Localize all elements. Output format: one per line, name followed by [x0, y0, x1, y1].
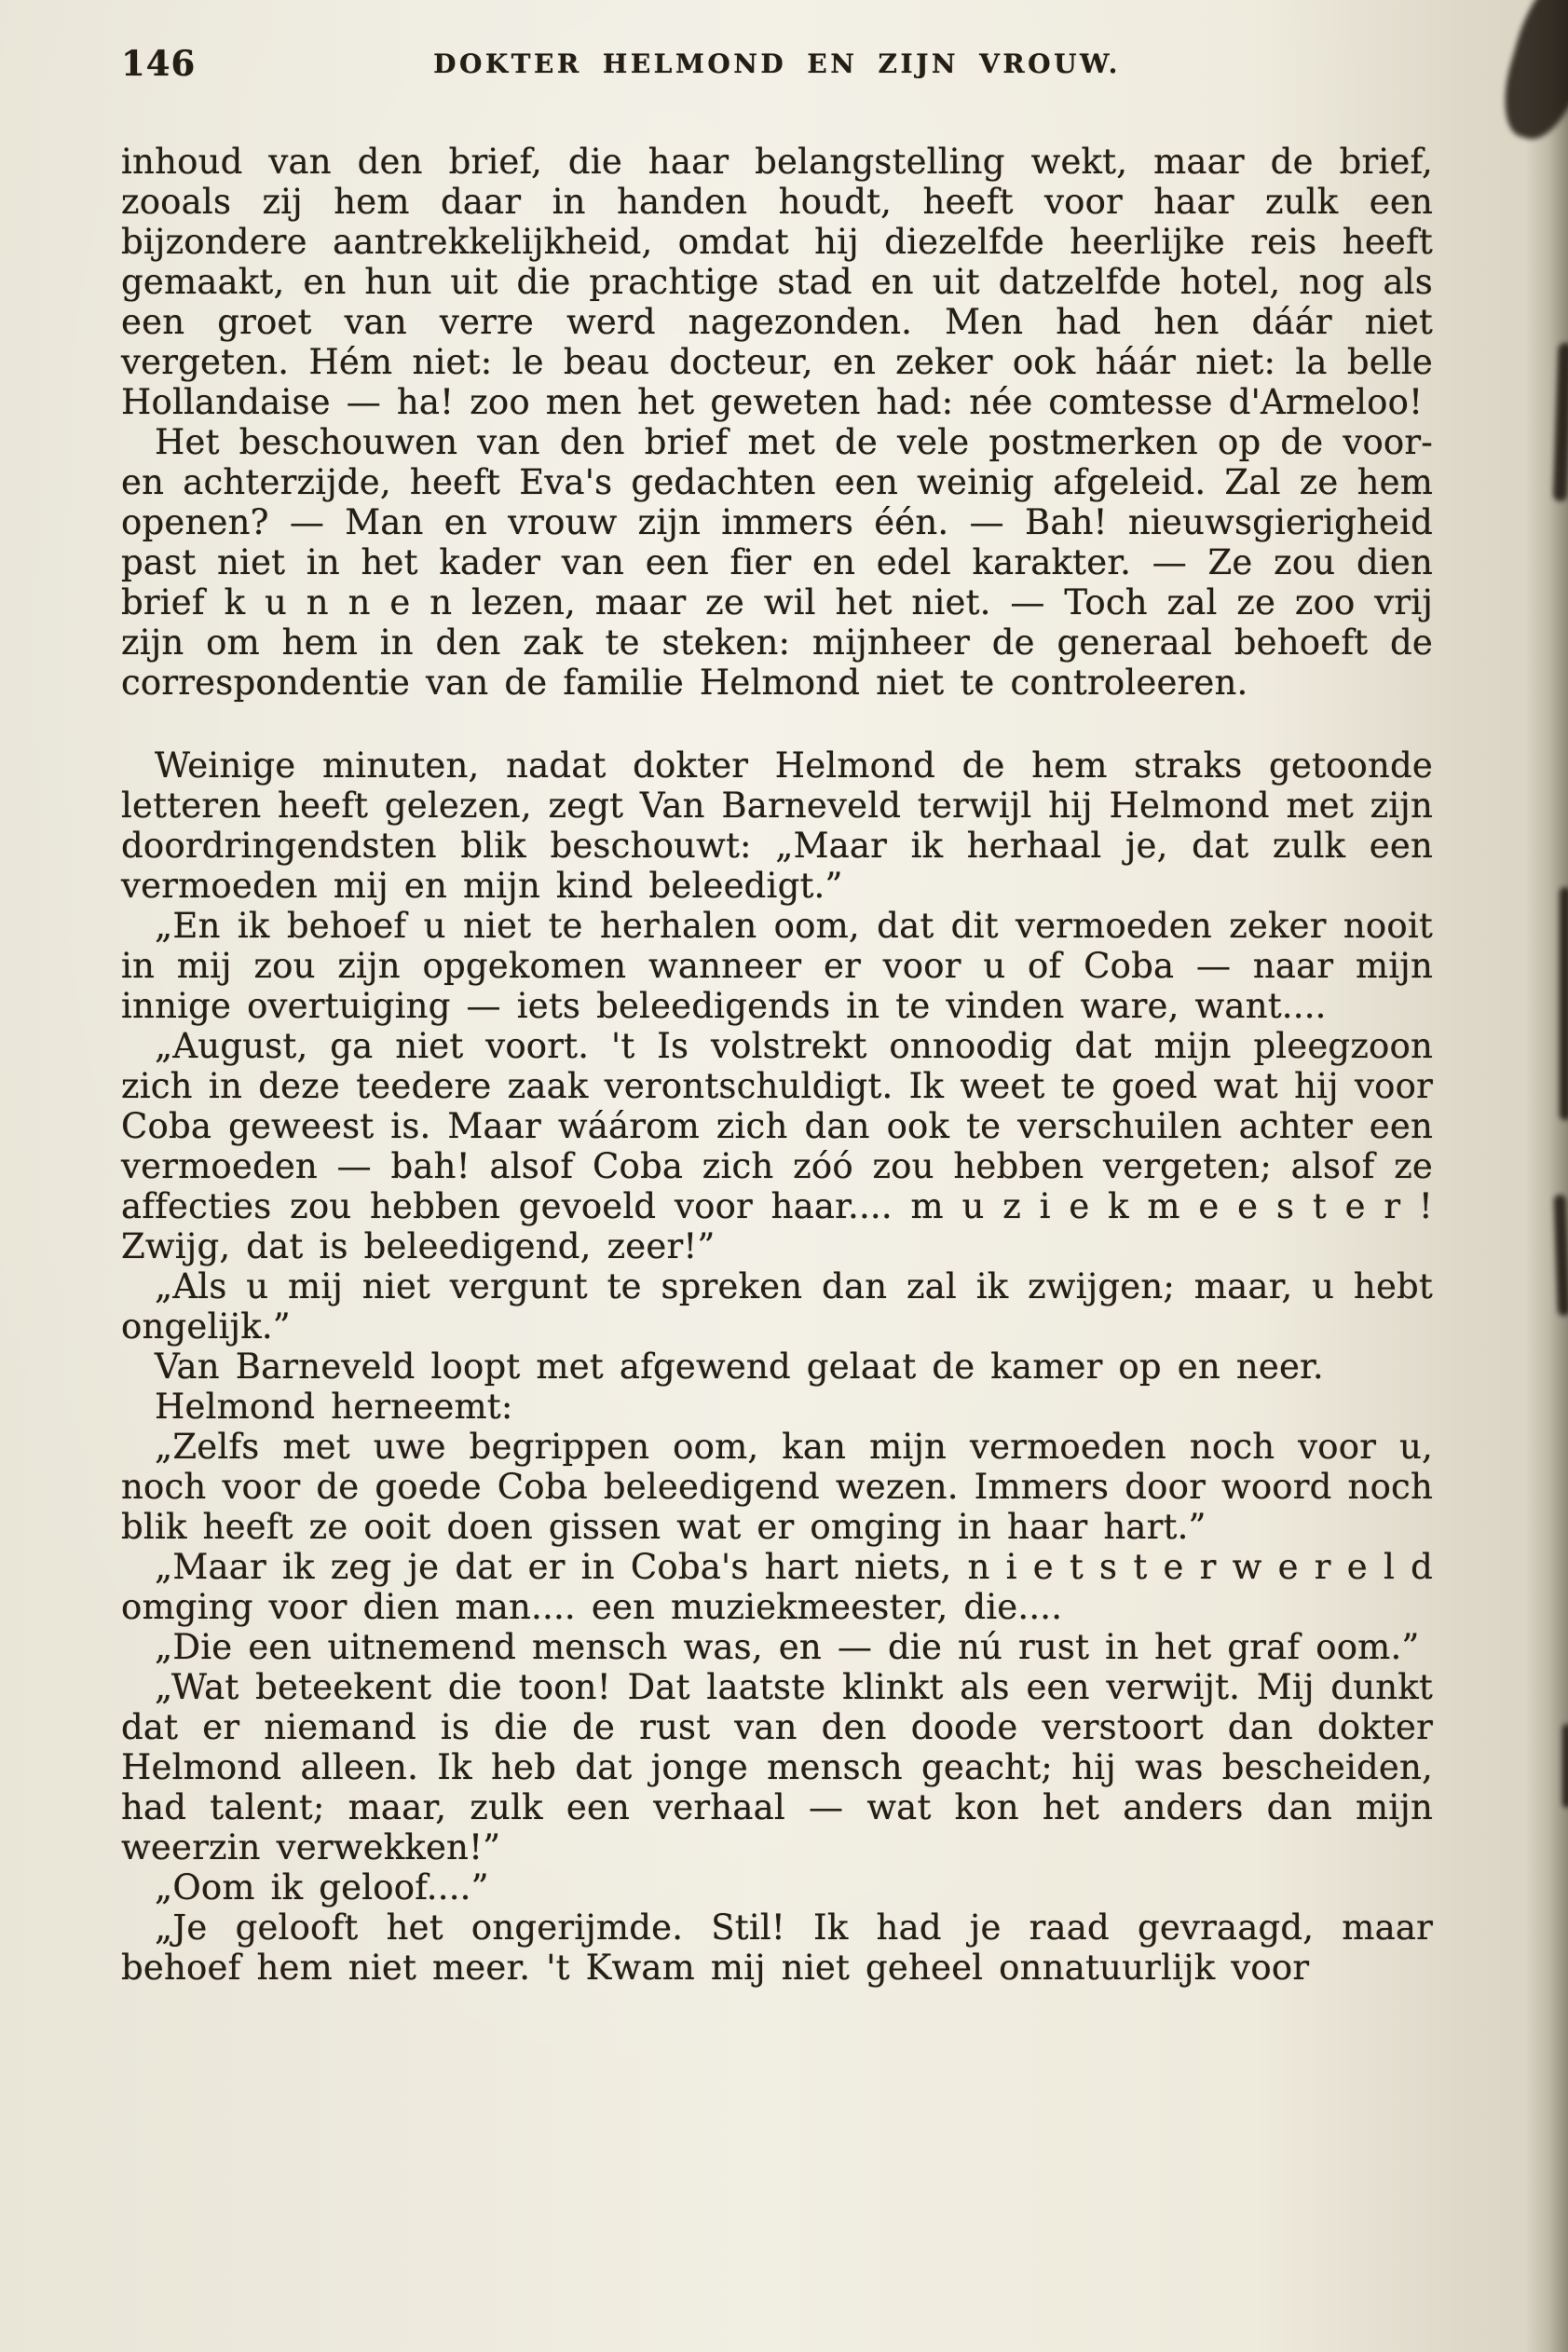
paragraph: „Als u mij niet vergunt te spreken dan zal ik zwijgen; maar, u hebt ongelijk.”: [121, 1266, 1433, 1347]
paragraph: „Maar ik zeg je dat er in Coba's hart niets, n i e t s t e r w e r e l d omging voor dien man.... een muziekmeester, die....: [121, 1547, 1433, 1627]
paragraph: Weinige minuten, nadat dokter Helmond de hem straks getoonde letteren heeft gelezen, zegt Van Barneveld terwijl hij Helmond met zijn doordringendsten blik beschouwt: „Maar ik herhaal je, dat zulk een vermoeden mij en mijn kind beleedigt.”: [121, 745, 1433, 906]
scan-smudge-right-2: [1560, 887, 1568, 1120]
paragraph: „Wat beteekent die toon! Dat laatste klinkt als een verwijt. Mij dunkt dat er niemand is die de rust van den doode verstoort dan dokter Helmond alleen. Ik heb dat jonge mensch geacht; hij was bescheiden, had talent; maar, zulk een verhaal — wat kon het anders dan mijn weerzin verwekken!”: [121, 1667, 1433, 1867]
scan-smudge-right-4: [1562, 1724, 1568, 1808]
page-number: 146: [121, 43, 197, 84]
paragraph: inhoud van den brief, die haar belangstelling wekt, maar de brief, zooals zij hem daar in handen houdt, heeft voor haar zulk een bijzondere aantrekkelijkheid, omdat hij diezelfde heerlijke reis heeft gemaakt, en hun uit die prachtige stad en uit datzelfde hotel, nog als een groet van verre werd nagezonden. Men had hen dáár niet vergeten. Hém niet: le beau docteur, en zeker ook háár niet: la belle Hollandaise — ha! zoo men het geweten had: née comtesse d'Armeloo!: [121, 142, 1433, 422]
page-text: [121, 142, 1433, 1988]
paragraph: „Je gelooft het ongerijmde. Stil! Ik had je raad gevraagd, maar behoef hem niet meer. 't Kwam mij niet geheel onnatuurlijk voor: [121, 1908, 1433, 1988]
paragraph: „Zelfs met uwe begrippen oom, kan mijn vermoeden noch voor u, noch voor de goede Coba beleedigend wezen. Immers door woord noch blik heeft ze ooit doen gissen wat er omging in haar hart.”: [121, 1427, 1433, 1547]
paragraph: Van Barneveld loopt met afgewend gelaat de kamer op en neer.: [155, 1347, 1324, 1387]
paragraph: Helmond herneemt:: [155, 1387, 513, 1427]
paragraph: „En ik behoef u niet te herhalen oom, dat dit vermoeden zeker nooit in mij zou zijn opgekomen wanneer er voor u of Coba — naar mijn innige overtuiging — iets beleedigends in te vinden ware, want....: [121, 906, 1433, 1026]
page-header: [121, 43, 1433, 88]
paragraph: Het beschouwen van den brief met de vele postmerken op de voor- en achterzijde, heeft Eva's gedachten een weinig afgeleid. Zal ze hem openen? — Man en vrouw zijn immers één. — Bah! nieuwsgierigheid past niet in het kader van een fier en edel karakter. — Ze zou dien brief k u n n e n lezen, maar ze wil het niet. — Toch zal ze zoo vrij zijn om hem in den zak te steken: mijnheer de generaal behoeft de correspondentie van de familie Helmond niet te controleeren.: [121, 422, 1433, 703]
paragraph: „Oom ik geloof....”: [155, 1867, 489, 1908]
paragraph: „Die een uitnemend mensch was, en — die nú rust in het graf oom.”: [155, 1627, 1420, 1667]
paragraph: „August, ga niet voort. 't Is volstrekt onnoodig dat mijn pleegzoon zich in deze teedere zaak verontschuldigt. Ik weet te goed wat hij voor Coba geweest is. Maar wáárom zich dan ook te verschuilen achter een vermoeden — bah! alsof Coba zich zóó zou hebben vergeten; alsof ze affecties zou hebben gevoeld voor haar.... m u z i e k m e e s t e r ! Zwijg, dat is beleedigend, zeer!”: [121, 1026, 1433, 1266]
running-header: DOKTER HELMOND EN ZIJN VROUW.: [433, 48, 1121, 79]
